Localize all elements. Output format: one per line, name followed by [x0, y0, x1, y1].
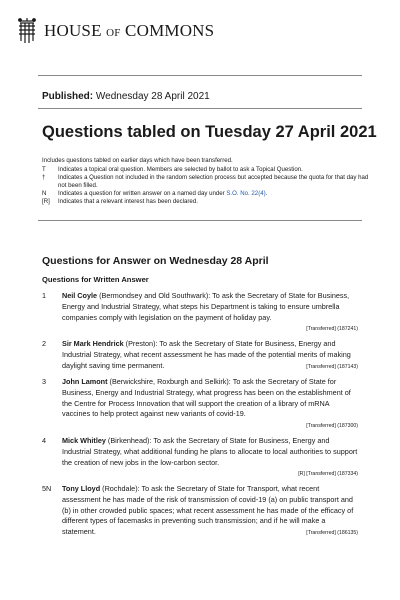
- question-item: [42, 377, 358, 432]
- member-name: Tony Lloyd: [62, 484, 101, 493]
- question-text: (Rochdale): To ask the Secretary of State for Transport, what recent assessment he has made of the risk of transmission of covid-19 (a) on public transport and (b) in other crowded public spaces; what recent assessment he has made of the efficacy of different types of facemasks in preventing such transmission; and if he will make a statement.: [62, 484, 354, 537]
- question-item: [42, 484, 358, 539]
- standing-order-link[interactable]: S.O. No. 22(4): [226, 190, 266, 198]
- question-body: [62, 484, 358, 538]
- member-name: Neil Coyle: [62, 291, 98, 300]
- legend-text-container: [58, 190, 372, 198]
- legend-text: Indicates a Question not included in the random selection process but accepted because the quota for that day had not been filled.: [58, 174, 369, 190]
- title-of: OF: [106, 27, 121, 39]
- intro-text: Includes questions tabled on earlier days which have been transferred.: [42, 157, 233, 164]
- question-item: [42, 339, 358, 372]
- question-number: 2: [42, 339, 47, 348]
- legend: [42, 166, 372, 206]
- house-of-commons-title: [44, 21, 214, 41]
- member-name: Sir Mark Hendrick: [62, 339, 124, 348]
- published-date: Wednesday 28 April 2021: [95, 91, 210, 102]
- section-title: Questions for Answer on Wednesday 28 April: [42, 255, 269, 267]
- question-tag: [Transferred] (187300): [306, 423, 358, 430]
- legend-symbol: N: [42, 190, 47, 198]
- question-number: 1: [42, 291, 47, 300]
- question-tag: [Transferred] (187241): [306, 326, 358, 333]
- legend-symbol: †: [42, 174, 46, 182]
- question-text: (Berwickshire, Roxburgh and Selkirk): To ask the Secretary of State for Business, Energy and Industrial Strategy, what progress has been on the establishment of the Centre for Process Innovation that will support the creation of a library of mRNA vaccines to help protect against new variants of covid-19.: [62, 377, 351, 419]
- question-item: [42, 436, 358, 480]
- question-tag: [Transferred] (187143): [306, 363, 358, 370]
- question-number: 3: [42, 377, 47, 386]
- question-body: [62, 377, 358, 430]
- published-line: [42, 91, 210, 102]
- legend-text: Indicates that a relevant interest has been declared.: [58, 198, 198, 206]
- member-name: Mick Whitley: [62, 436, 106, 445]
- question-item: [42, 291, 358, 335]
- legend-text: Indicates a topical oral question. Members are selected by ballot to ask a Topical Question.: [58, 166, 303, 173]
- top-divider: [38, 75, 362, 76]
- title-commons: COMMONS: [125, 21, 215, 40]
- question-number: 4: [42, 436, 47, 445]
- legend-suffix: .: [265, 190, 268, 198]
- published-divider: [38, 108, 362, 109]
- legend-item: [42, 174, 372, 190]
- question-text: (Bermondsey and Old Southwark): To ask the Secretary of State for Business, Energy and Industrial Strategy, what steps his Department is taking to ensure umbrella companies comply with legislation on the payment of holiday pay.: [62, 291, 350, 322]
- legend-symbol: T: [42, 166, 46, 173]
- question-body: [62, 436, 358, 478]
- legend-divider: [38, 220, 362, 221]
- legend-item: [42, 166, 372, 174]
- legend-text: Indicates a question for written answer on a named day under: [58, 190, 227, 198]
- question-tag: [R] [Transferred] (187334): [298, 471, 358, 478]
- question-body: [62, 339, 358, 371]
- published-label: Published:: [42, 91, 94, 102]
- member-name: John Lamont: [62, 377, 108, 386]
- legend-symbol: [R]: [42, 198, 50, 206]
- legend-item: [42, 190, 372, 198]
- question-tag: [Transferred] (186135): [306, 530, 358, 537]
- legend-item: [42, 198, 372, 206]
- portcullis-icon: [16, 17, 38, 45]
- house-of-commons-header: [16, 14, 214, 48]
- question-text: (Birkenhead): To ask the Secretary of State for Business, Energy and Industrial Strategy, what additional funding he plans to allocate to local authorities to support the creation of new jobs in the low-carbon sector.: [62, 436, 358, 467]
- question-text: (Preston): To ask the Secretary of State for Business, Energy and Industrial Strategy, what recent assessment he has made of the potential merits of making daylight saving time permanent.: [62, 339, 351, 370]
- question-number: 5N: [42, 484, 52, 493]
- title-house: HOUSE: [44, 21, 102, 40]
- subsection-title: Questions for Written Answer: [42, 275, 149, 284]
- question-body: [62, 291, 358, 333]
- page-title: Questions tabled on Tuesday 27 April 2021: [42, 123, 377, 141]
